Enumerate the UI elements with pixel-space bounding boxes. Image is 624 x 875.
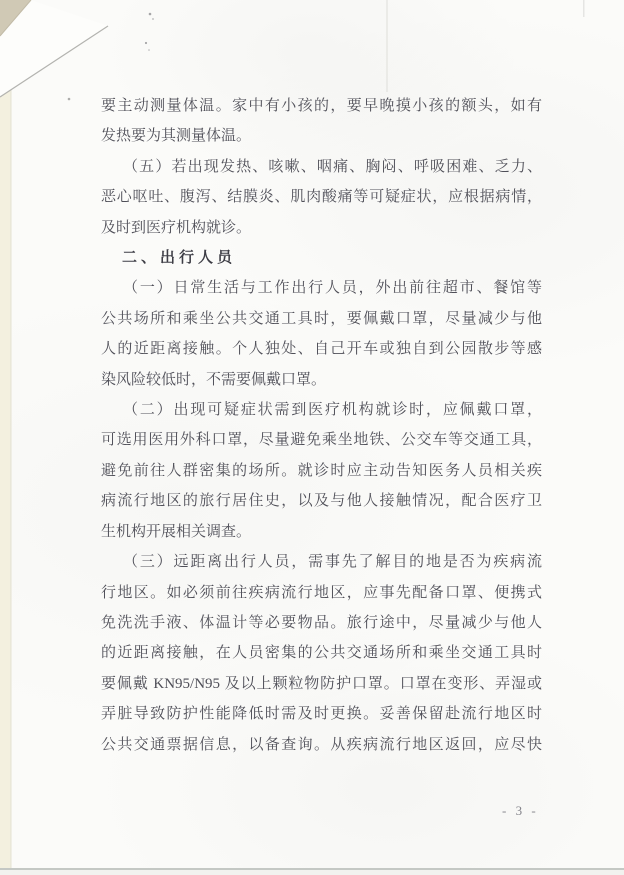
text-line: 染风险较低时，不需要佩戴口罩。 bbox=[101, 371, 327, 388]
bottom-scan-line bbox=[0, 868, 624, 870]
text-line: 公共交通票据信息，以备查询。从疾病流行地区返回，应尽快 bbox=[101, 736, 542, 753]
text-line: 行地区。如必须前往疾病流行地区，应事先配备口罩、便携式 bbox=[101, 584, 542, 601]
text-line: 免洗洗手液、体温计等必要物品。旅行途中，尽量减少与他人 bbox=[101, 614, 542, 631]
text-line: 及时到医疗机构就诊。 bbox=[101, 219, 252, 236]
page-number: - 3 - bbox=[502, 803, 539, 818]
text-line: 发热要为其测量体温。 bbox=[101, 128, 252, 145]
text-line: 人的近距离接触。个人独处、自己开车或独自到公园散步等感 bbox=[101, 341, 542, 358]
text-line: 弄脏导致防护性能降低时需及时更换。妥善保留赴流行地区时 bbox=[101, 706, 542, 723]
dust-speck bbox=[68, 98, 71, 101]
paper-edge-strip bbox=[0, 0, 10, 875]
section-heading: 二、出行人员 bbox=[122, 249, 237, 267]
corner-fold-edge-line bbox=[0, 0, 31, 36]
text-line: 避免前往人群密集的场所。就诊时应主动告知医务人员相关疾 bbox=[101, 462, 542, 479]
paper-edge-shadow bbox=[10, 0, 12, 875]
scan-streak-artifact bbox=[583, 0, 585, 17]
text-line: 公共场所和乘坐公共交通工具时，要佩戴口罩，尽量减少与他 bbox=[101, 310, 542, 327]
document-body bbox=[101, 91, 542, 760]
text-line: 病流行地区的旅行居住史，以及与他人接触情况，配合医疗卫 bbox=[101, 493, 542, 510]
text-line: 生机构开展相关调查。 bbox=[101, 523, 252, 540]
text-line: （二）出现可疑症状需到医疗机构就诊时，应佩戴口罩， bbox=[123, 402, 542, 419]
staple-mark-speck bbox=[148, 49, 150, 51]
staple-mark-speck bbox=[149, 13, 152, 16]
staple-mark-speck bbox=[152, 18, 154, 20]
staple-mark-speck bbox=[145, 42, 147, 44]
text-line: （一）日常生活与工作出行人员，外出前往超市、餐馆等 bbox=[123, 280, 542, 297]
text-line: 恶心呕吐、腹泻、结膜炎、肌肉酸痛等可疑症状，应根据病情， bbox=[101, 189, 542, 206]
text-line: 的近距离接触，在人员密集的公共交通场所和乘坐交通工具时 bbox=[101, 645, 542, 662]
corner-fold-flap bbox=[0, 0, 108, 97]
corner-fold-backing bbox=[0, 0, 31, 36]
bottom-scan-margin bbox=[0, 870, 624, 875]
corner-fold-crease-line bbox=[0, 26, 108, 97]
text-line: 可选用医用外科口罩，尽量避免乘坐地铁、公交车等交通工具， bbox=[101, 432, 542, 449]
text-line: （五）若出现发热、咳嗽、咽痛、胸闷、呼吸困难、乏力、 bbox=[123, 158, 542, 175]
text-line: 要主动测量体温。家中有小孩的，要早晚摸小孩的额头，如有 bbox=[101, 98, 542, 114]
scan-streak-artifact bbox=[386, 0, 388, 92]
text-line: 要佩戴 KN95/N95 及以上颗粒物防护口罩。口罩在变形、弄湿或 bbox=[101, 675, 542, 692]
text-line: （三）远距离出行人员，需事先了解目的地是否为疾病流 bbox=[123, 554, 542, 571]
